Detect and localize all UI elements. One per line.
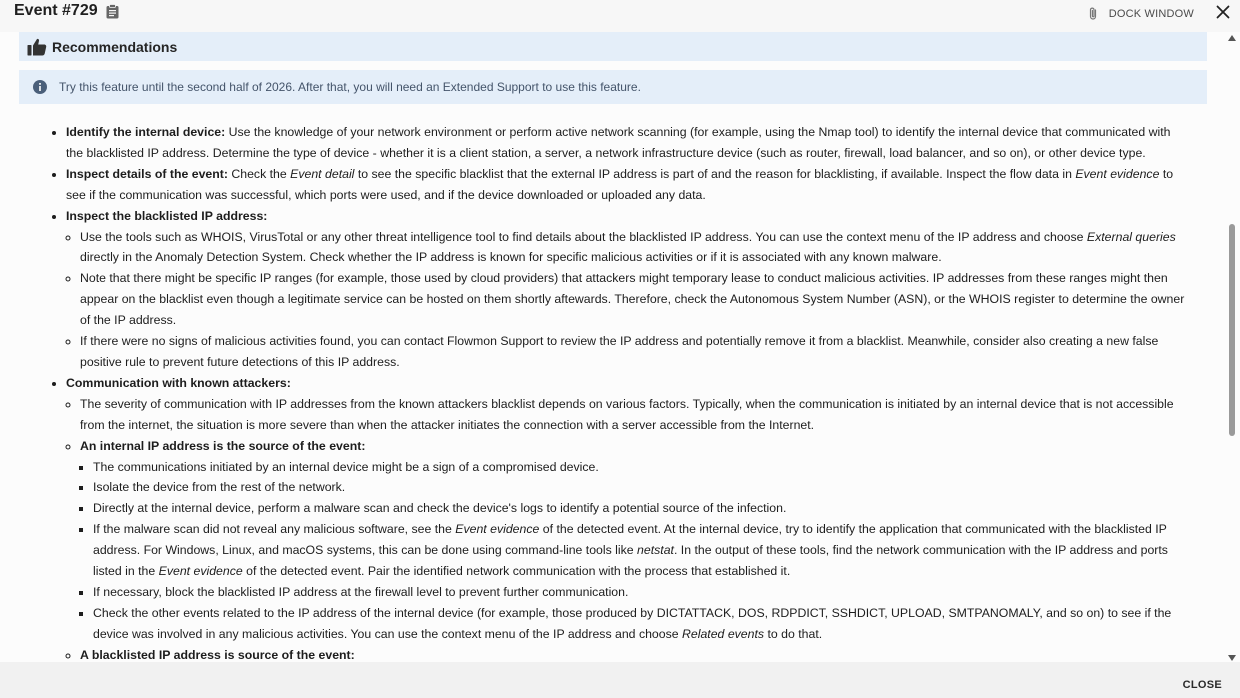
sub-list-item xyxy=(80,436,1186,645)
nested-list xyxy=(80,457,1186,645)
nested-list-item xyxy=(93,498,1186,519)
event-evidence-ref: Event evidence xyxy=(1075,166,1160,181)
dialog-title xyxy=(14,2,119,20)
nested-list-item xyxy=(93,519,1186,582)
dialog-footer xyxy=(0,662,1240,698)
item-text: Use the tools such as WHOIS, VirusTotal or any other threat intelligence tool to find details about the blacklisted IP address. You can use the context menu of the IP address and choose xyxy=(80,229,1087,244)
external-queries-ref: External queries xyxy=(1086,229,1176,244)
dialog-title-text: Event #729 xyxy=(14,2,98,19)
nested-list-item xyxy=(93,477,1186,498)
item-text: to see the specific blacklist that the external IP address is part of and the reason for blacklisting, if available. Inspect the flow data in xyxy=(354,166,1076,181)
list-item xyxy=(66,164,1186,206)
related-events-ref: Related events xyxy=(682,626,765,641)
dock-window-button[interactable] xyxy=(1087,6,1194,21)
item-heading: Inspect details of the event: xyxy=(66,166,228,181)
scrollbar-thumb[interactable] xyxy=(1229,224,1235,436)
sub-list-item xyxy=(80,645,1186,662)
item-text: to see if the communication was successful, which ports were used, and if the device downloaded or uploaded any data. xyxy=(66,166,1174,202)
sub-list xyxy=(66,227,1186,373)
nested-list-item xyxy=(93,582,1186,603)
item-text: . In the output of these tools, find the network communication with the IP address and ports listed in the xyxy=(93,543,1168,579)
info-notice xyxy=(19,70,1207,104)
paperclip-icon xyxy=(1087,6,1099,21)
list-item xyxy=(66,373,1186,662)
dock-window-label: DOCK WINDOW xyxy=(1108,7,1194,20)
nested-list-item xyxy=(93,603,1186,645)
scroll-down-arrow-icon[interactable] xyxy=(1228,654,1236,662)
item-text: of the detected event. At the internal device, try to identify the application that communicated with the blacklisted IP address. For Windows, Linux, and macOS systems, this can be done using command-line tools like xyxy=(93,522,1167,558)
event-detail-ref: Event detail xyxy=(290,166,355,181)
sub-list-item xyxy=(80,227,1186,269)
close-button[interactable]: CLOSE xyxy=(1182,679,1222,691)
item-heading: A blacklisted IP address is source of the event: xyxy=(80,647,355,662)
item-text: to do that. xyxy=(764,626,823,641)
list-item xyxy=(66,206,1186,373)
close-icon[interactable] xyxy=(1215,4,1231,20)
item-heading: An internal IP address is the source of the event: xyxy=(80,438,366,453)
dialog-header xyxy=(0,0,1240,32)
sub-list-item xyxy=(80,268,1186,331)
item-text: Note that there might be specific IP ranges (for example, those used by cloud providers) that attackers might temporary lease to conduct malicious activities. IP addresses from these ranges might then appear on the blacklist even though a legitimate service can be hosted on them shortly aftewards. Therefore, check the Autonomous System Number (ASN), or the WHOIS register to determine the owner of the IP address. xyxy=(80,271,1185,328)
item-heading: Communication with known attackers: xyxy=(66,375,291,390)
list-item xyxy=(66,122,1186,164)
recommendation-list xyxy=(46,122,1186,662)
clipboard-icon[interactable] xyxy=(106,4,119,19)
notice-text: Try this feature until the second half of 2026. After that, you will need an Extended Support to use this feature. xyxy=(59,80,641,94)
item-text: If the malware scan did not reveal any malicious software, see the xyxy=(93,522,456,537)
recommendations-header xyxy=(19,32,1207,61)
section-title: Recommendations xyxy=(52,38,178,55)
thumbs-up-icon xyxy=(27,38,47,56)
item-heading: Inspect the blacklisted IP address: xyxy=(66,208,268,223)
item-text: The severity of communication with IP addresses from the known attackers blacklist depends on various factors. Typically, when the communication is initiated by an internal device that is not accessible from the internet, the situation is more severe than when the attacker initiates the connection with a server accessible from the Internet. xyxy=(80,396,1174,432)
sub-list-item xyxy=(80,331,1186,373)
item-text: Use the knowledge of your network environment or perform active network scanning (for example, using the Nmap tool) to identify the internal device that communicated with the blacklisted IP address. Determine the type of device - whether it is a client station, a server, a network infrastructure device (such as router, firewall, load balancer, and so on), or other device type. xyxy=(66,125,1171,160)
netstat-ref: netstat xyxy=(637,543,674,558)
item-text: directly in the Anomaly Detection System. Check whether the IP address is known for specific malicious activities or if it is associated with any known malware. xyxy=(80,250,942,265)
recommendations-content xyxy=(46,122,1186,662)
event-evidence-ref: Event evidence xyxy=(455,522,540,537)
item-text: of the detected event. Pair the identified network communication with the process that established it. xyxy=(242,564,791,579)
info-icon xyxy=(33,80,47,94)
vertical-scrollbar[interactable] xyxy=(1226,34,1238,662)
item-text: If necessary, block the blacklisted IP address at the firewall level to prevent further communication. xyxy=(93,584,629,599)
sub-list xyxy=(66,394,1186,662)
item-text: If there were no signs of malicious activities found, you can contact Flowmon Support to review the IP address and potentially remove it from a blacklist. Meanwhile, consider also creating a new false positive rule to prevent future detections of this IP address. xyxy=(80,334,1159,369)
item-text: Check the other events related to the IP address of the internal device (for example, those produced by DICTATTACK, DOS, RDPDICT, SSHDICT, UPLOAD, SMTPANOMALY, and so on) to see if the device was involved in any malicious activities. You can use the context menu of the IP address and choose xyxy=(93,605,1172,641)
sub-list-item xyxy=(80,394,1186,436)
event-evidence-ref: Event evidence xyxy=(158,564,243,579)
item-text: Directly at the internal device, perform a malware scan and check the device's logs to identify a potential source of the infection. xyxy=(93,501,787,516)
item-text: Isolate the device from the rest of the network. xyxy=(93,480,346,495)
item-heading: Identify the internal device: xyxy=(66,125,226,139)
scroll-up-arrow-icon[interactable] xyxy=(1228,34,1236,42)
item-text: Check the xyxy=(227,166,291,181)
item-text: The communications initiated by an internal device might be a sign of a compromised device. xyxy=(93,459,599,474)
nested-list-item xyxy=(93,457,1186,478)
